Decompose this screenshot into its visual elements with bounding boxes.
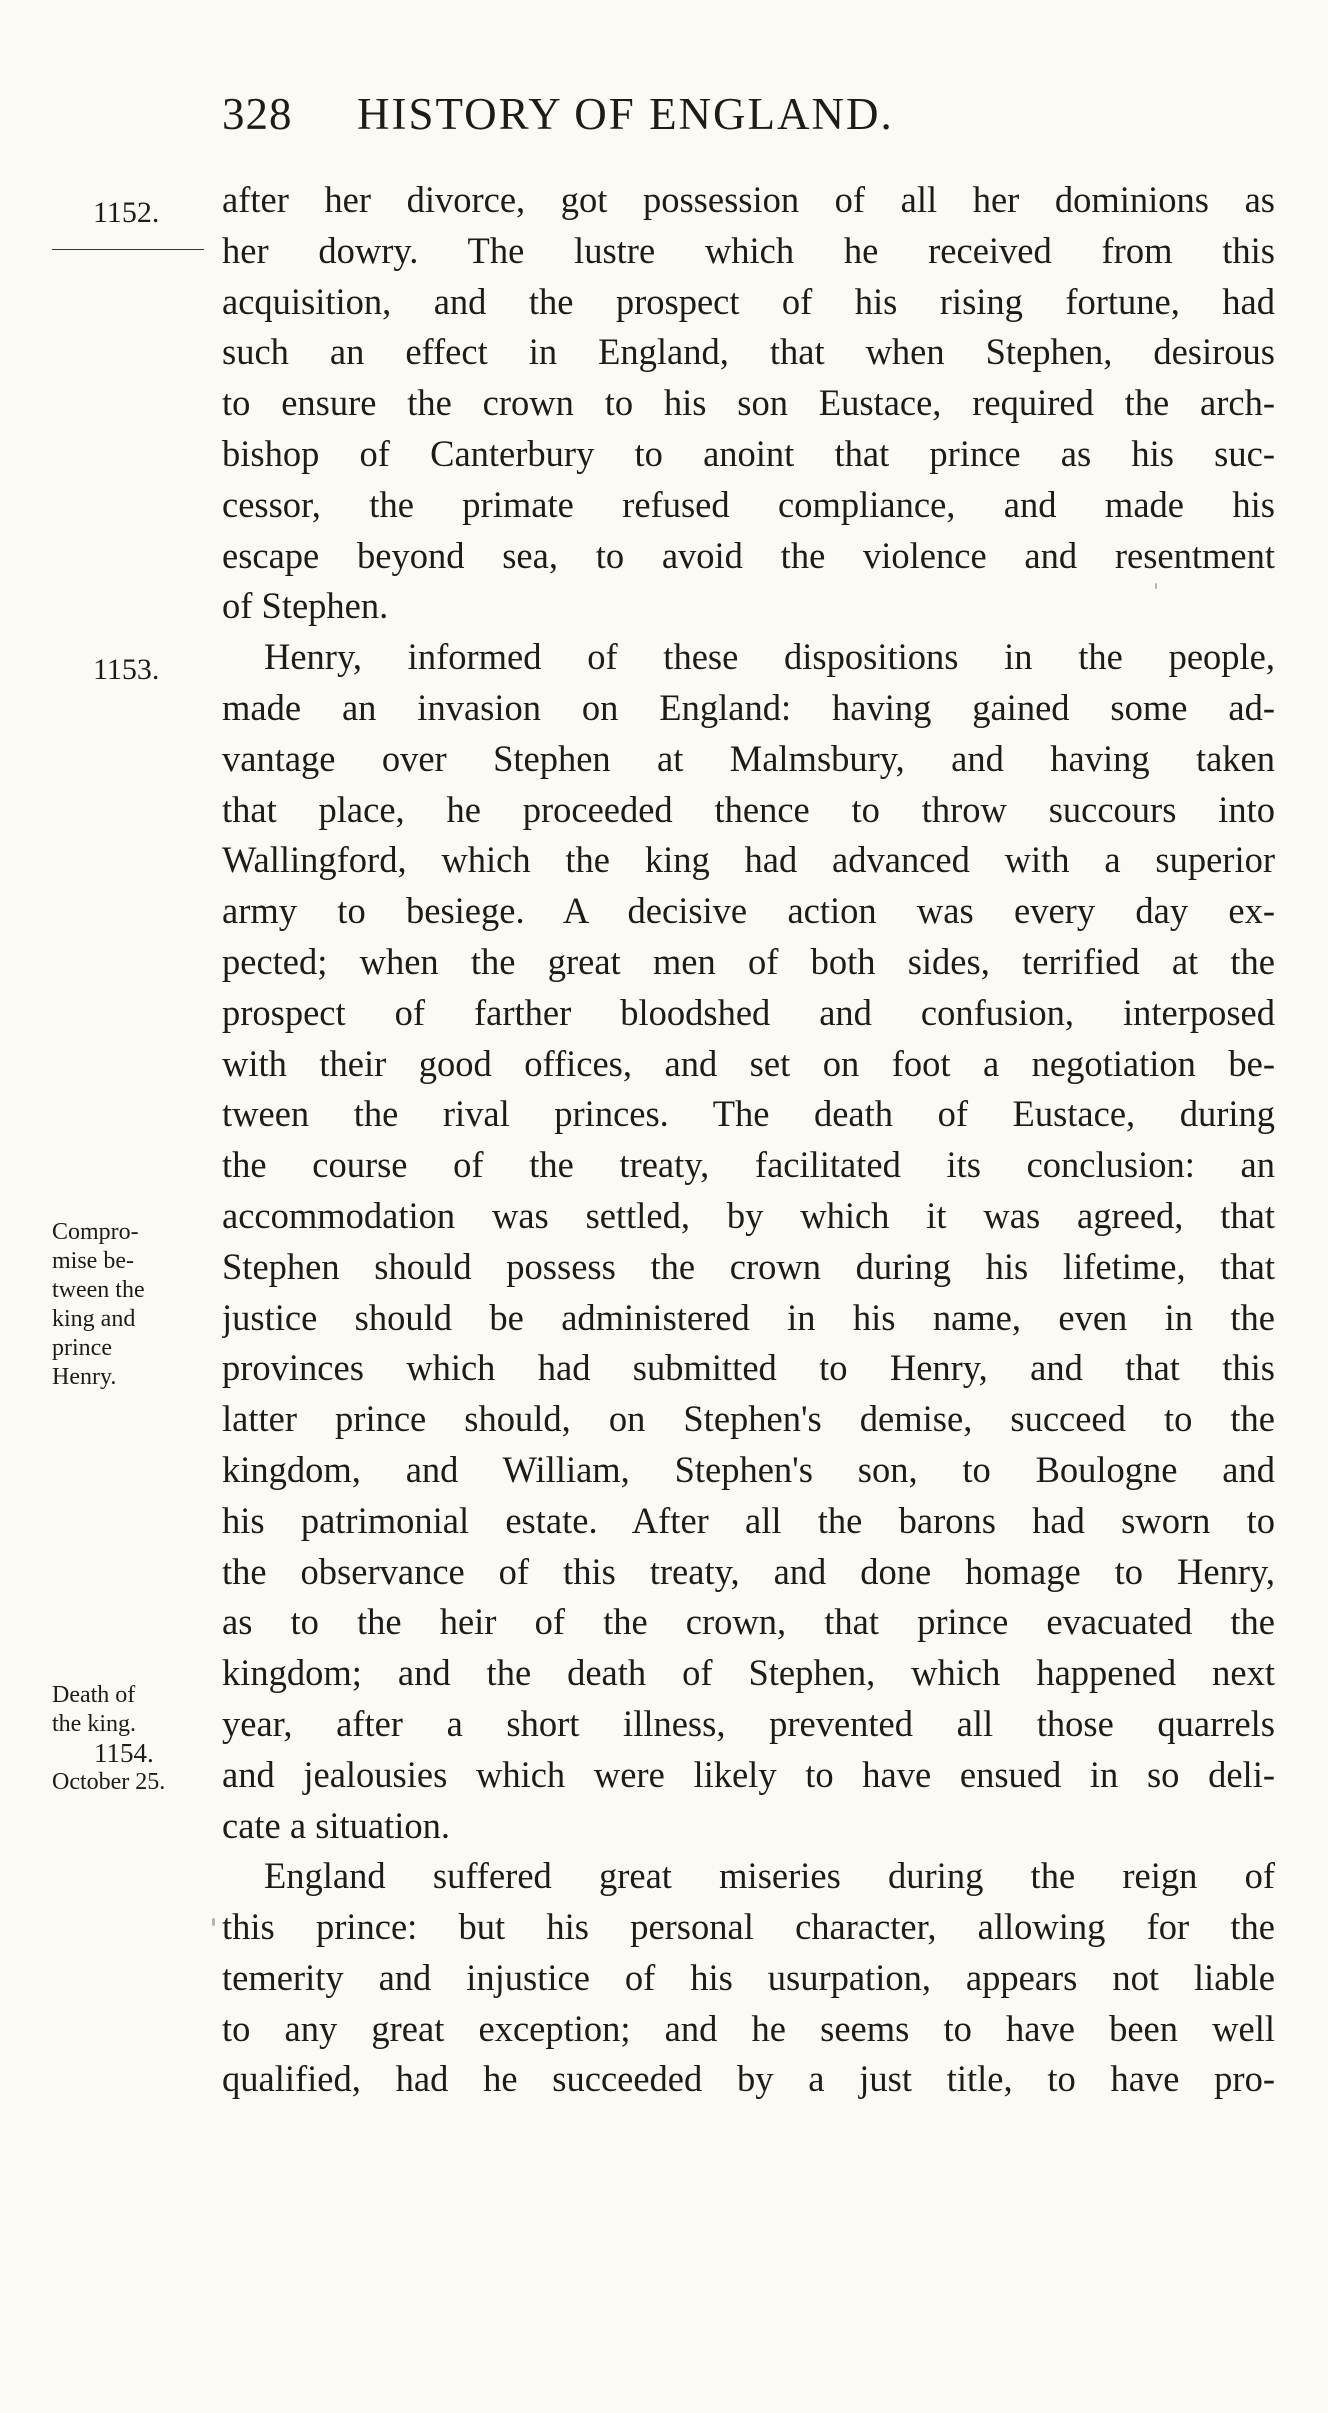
text-line: the observance of this treaty, and done homage to Henry, [222, 1550, 1275, 1592]
text-line: such an effect in England, that when Stephen, desirous [222, 331, 1275, 373]
text-line: made an invasion on England: having gained some ad- [222, 686, 1275, 728]
paper-speck [1155, 583, 1157, 589]
text-line: pected; when the great men of both sides, terrified at the [222, 940, 1275, 982]
paper-speck [212, 1918, 215, 1926]
text-line: this prince: but his personal character, allowing for the [222, 1906, 1275, 1948]
text-line: to any great exception; and he seems to have been well [222, 2007, 1275, 2049]
text-line: as to the heir of the crown, that prince evacuated the [222, 1601, 1275, 1643]
text-line: Henry, informed of these dispositions in the people, [264, 636, 1275, 678]
text-line: cessor, the primate refused compliance, and made his [222, 483, 1275, 525]
page-number: 328 [222, 89, 293, 139]
text-line: bishop of Canterbury to anoint that prince as his suc- [222, 432, 1275, 474]
text-line: tween the rival princes. The death of Eustace, during [222, 1093, 1275, 1135]
text-line: prospect of farther bloodshed and confusion, interposed [222, 991, 1275, 1033]
text-line: qualified, had he succeeded by a just title, to have pro- [222, 2058, 1275, 2100]
text-line: kingdom; and the death of Stephen, which happened next [222, 1652, 1275, 1694]
text-line: temerity and injustice of his usurpation, appears not liable [222, 1956, 1275, 1998]
margin-year-1152: 1152. [93, 196, 160, 229]
text-line: of Stephen. [222, 585, 389, 627]
text-line: and jealousies which were likely to have ensued in so deli- [222, 1753, 1275, 1795]
text-line: accommodation was settled, by which it was agreed, that [222, 1194, 1275, 1236]
text-line: his patrimonial estate. After all the barons had sworn to [222, 1499, 1275, 1541]
sidenote-line: Compro- [52, 1219, 139, 1245]
page-header [222, 88, 1272, 158]
text-line: England suffered great miseries during the reign of [264, 1855, 1275, 1897]
text-line: escape beyond sea, to avoid the violence and resentment [222, 534, 1275, 576]
margin-year-1153: 1153. [93, 653, 160, 686]
running-title: HISTORY OF ENGLAND. [357, 89, 894, 139]
text-line: army to besiege. A decisive action was every day ex- [222, 890, 1275, 932]
sidenote-compromise [52, 1218, 145, 1392]
text-line: cate a situation. [222, 1804, 451, 1846]
text-line: Wallingford, which the king had advanced with a superior [222, 839, 1275, 881]
sidenote-line: king and [52, 1306, 136, 1332]
text-line: kingdom, and William, Stephen's son, to Boulogne and [222, 1448, 1275, 1490]
text-line: after her divorce, got possession of all her dominions as [222, 179, 1275, 220]
text-line: vantage over Stephen at Malmsbury, and having taken [222, 737, 1275, 779]
sidenote-line: the king. [52, 1711, 136, 1737]
text-line: acquisition, and the prospect of his rising fortune, had [222, 280, 1275, 322]
sidenote-line: Death of [52, 1682, 136, 1708]
sidenote-line: mise be- [52, 1248, 134, 1274]
body-text [222, 175, 1275, 2105]
text-line: latter prince should, on Stephen's demise, succeed to the [222, 1398, 1275, 1440]
text-line: year, after a short illness, prevented all those quarrels [222, 1702, 1275, 1744]
text-line: her dowry. The lustre which he received from this [222, 229, 1275, 271]
text-line: to ensure the crown to his son Eustace, required the arch- [222, 382, 1275, 424]
text-line: that place, he proceeded thence to throw succours into [222, 788, 1275, 830]
text-line: the course of the treaty, facilitated its conclusion: an [222, 1144, 1275, 1186]
text-line: justice should be administered in his name, even in the [222, 1296, 1275, 1338]
sidenote-death-of-king [52, 1681, 165, 1797]
text-line: provinces which had submitted to Henry, and that this [222, 1347, 1275, 1389]
sidenote-line: Henry. [52, 1364, 117, 1390]
sidenote-line: prince [52, 1335, 112, 1361]
sidenote-line: tween the [52, 1277, 145, 1303]
margin-rule [52, 249, 204, 250]
sidenote-line: October 25. [52, 1769, 166, 1795]
text-line: with their good offices, and set on foot a negotiation be- [222, 1042, 1275, 1084]
sidenote-line: 1154. [94, 1738, 154, 1768]
text-line: Stephen should possess the crown during his lifetime, that [222, 1245, 1275, 1287]
